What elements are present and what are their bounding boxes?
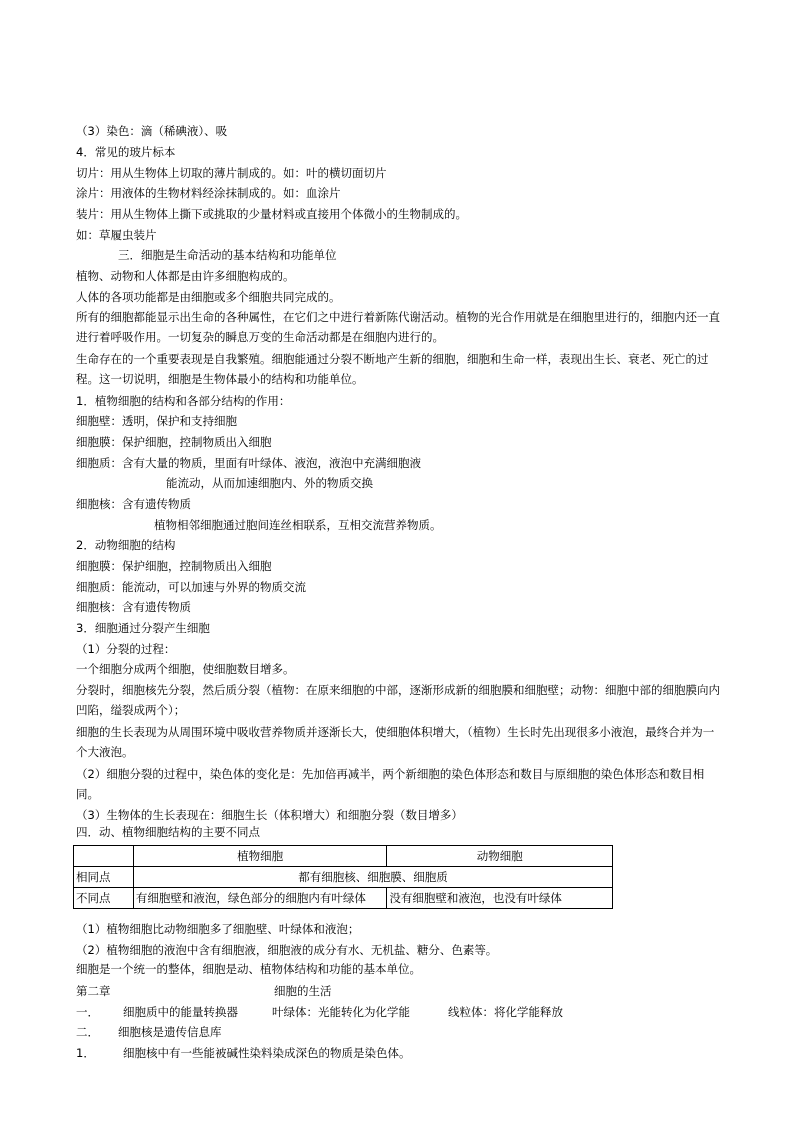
paragraph: （2）细胞分裂的过程中，染色体的变化是：先加倍再减半，两个新细胞的染色体形态和数目与原细胞的染色体形态和数目相同。 [76, 767, 705, 801]
table-cell [74, 846, 134, 867]
section-heading: 3．细胞通过分裂产生细胞 [76, 621, 210, 635]
text-line: 涂片：用液体的生物材料经涂抹制成的。如：血涂片 [76, 186, 341, 200]
paragraph: 生命存在的一个重要表现是自我繁殖。细胞能通过分裂不断地产生新的细胞，细胞和生命一样，表现出生长、衰老、死亡的过程。这一切说明，细胞是生物体最小的结构和功能单位。 [76, 352, 709, 386]
section-heading: 2．动物细胞的结构 [76, 538, 176, 552]
table-row [74, 867, 613, 888]
text-line: 一个细胞分成两个细胞，使细胞数目增多。 [76, 662, 295, 676]
text-line: 细胞核：含有遗传物质 [76, 497, 191, 511]
table-header-cell: 动物细胞 [387, 846, 613, 867]
text-line: （1）植物细胞比动物细胞多了细胞壁、叶绿体和液泡； [76, 922, 360, 936]
comparison-table [73, 845, 613, 909]
chapter-heading [76, 984, 332, 998]
section-heading: 1．植物细胞的结构和各部分结构的作用： [76, 394, 291, 408]
section-line [76, 1005, 716, 1019]
text-line: 如：草履虫装片 [76, 228, 157, 242]
text-line: 细胞是一个统一的整体，细胞是动、植物体结构和功能的基本单位。 [76, 962, 421, 976]
table-cell: 没有细胞壁和液泡，也没有叶绿体 [387, 888, 613, 909]
table-cell: 有细胞壁和液泡，绿色部分的细胞内有叶绿体 [133, 888, 387, 909]
table-row [74, 846, 613, 867]
text-line: 能流动，从而加速细胞内、外的物质交换 [166, 476, 373, 490]
text-line: 细胞质：能流动，可以加速与外界的物质交流 [76, 580, 306, 594]
table-row [74, 888, 613, 909]
section-number: 二． [76, 1025, 99, 1039]
table-row-label: 不同点 [74, 888, 134, 909]
text-line: 切片：用从生物体上切取的薄片制成的。如：叶的横切面切片 [76, 166, 387, 180]
text-line: 植物相邻细胞通过胞间连丝相联系，互相交流营养物质。 [154, 518, 442, 532]
text-line: 细胞膜：保护细胞，控制物质出入细胞 [76, 559, 272, 573]
section-text: 叶绿体：光能转化为化学能 [272, 1005, 410, 1019]
table-header-cell: 植物细胞 [133, 846, 387, 867]
chapter-label: 第二章 [76, 984, 111, 998]
section-number: 1． [76, 1046, 95, 1060]
section-heading: 4．常见的玻片标本 [76, 145, 176, 159]
text-line: 细胞膜：保护细胞，控制物质出入细胞 [76, 435, 272, 449]
section-heading: 四．动、植物细胞结构的主要不同点 [76, 825, 260, 839]
text-line: 细胞核：含有遗传物质 [76, 600, 191, 614]
text-line: （1）分裂的过程： [76, 642, 176, 656]
chapter-title: 细胞的生活 [274, 984, 332, 998]
paragraph: 细胞的生长表现为从周围环境中吸收营养物质并逐渐长大，使细胞体积增大，（植物）生长时先出现很多小液泡，最终合并为一个大液泡。 [76, 725, 715, 759]
section-text: 细胞质中的能量转换器 [123, 1005, 238, 1019]
table-row-label: 相同点 [74, 867, 134, 888]
table-cell: 都有细胞核、细胞膜、细胞质 [133, 867, 612, 888]
section-line [76, 1025, 222, 1039]
text-line: （3）生物体的生长表现在：细胞生长（体积增大）和细胞分裂（数目增多） [76, 808, 463, 822]
section-number: 一． [76, 1005, 99, 1019]
text-line: 细胞壁：透明，保护和支持细胞 [76, 414, 237, 428]
paragraph: 所有的细胞都能显示出生命的各种属性，在它们之中进行着新陈代谢活动。植物的光合作用就是在细胞里进行的，细胞内还一直进行着呼吸作用。一切复杂的瞬息万变的生命活动都是在细胞内进行的。 [76, 310, 720, 344]
text-line: 细胞质：含有大量的物质，里面有叶绿体、液泡，液泡中充满细胞液 [76, 456, 421, 470]
section-line [76, 1046, 411, 1060]
text-line: 植物、动物和人体都是由许多细胞构成的。 [76, 269, 295, 283]
text-line: 人体的各项功能都是由细胞或多个细胞共同完成的。 [76, 290, 341, 304]
section-heading: 三．细胞是生命活动的基本结构和功能单位 [118, 248, 337, 262]
section-text: 细胞核中有一些能被碱性染料染成深色的物质是染色体。 [123, 1046, 411, 1060]
text-line: （3）染色：滴（稀碘液）、吸 [76, 124, 228, 138]
paragraph: 分裂时，细胞核先分裂，然后质分裂（植物：在原来细胞的中部，逐渐形成新的细胞膜和细胞壁；动物：细胞中部的细胞膜向内凹陷，缢裂成两个）； [76, 683, 720, 717]
section-text: 线粒体：将化学能释放 [448, 1005, 563, 1019]
text-line: 装片：用从生物体上撕下或挑取的少量材料或直接用个体微小的生物制成的。 [76, 207, 467, 221]
text-line: （2）植物细胞的液泡中含有细胞液，细胞液的成分有水、无机盐、糖分、色素等。 [76, 943, 498, 957]
section-text: 细胞核是遗传信息库 [118, 1025, 222, 1039]
